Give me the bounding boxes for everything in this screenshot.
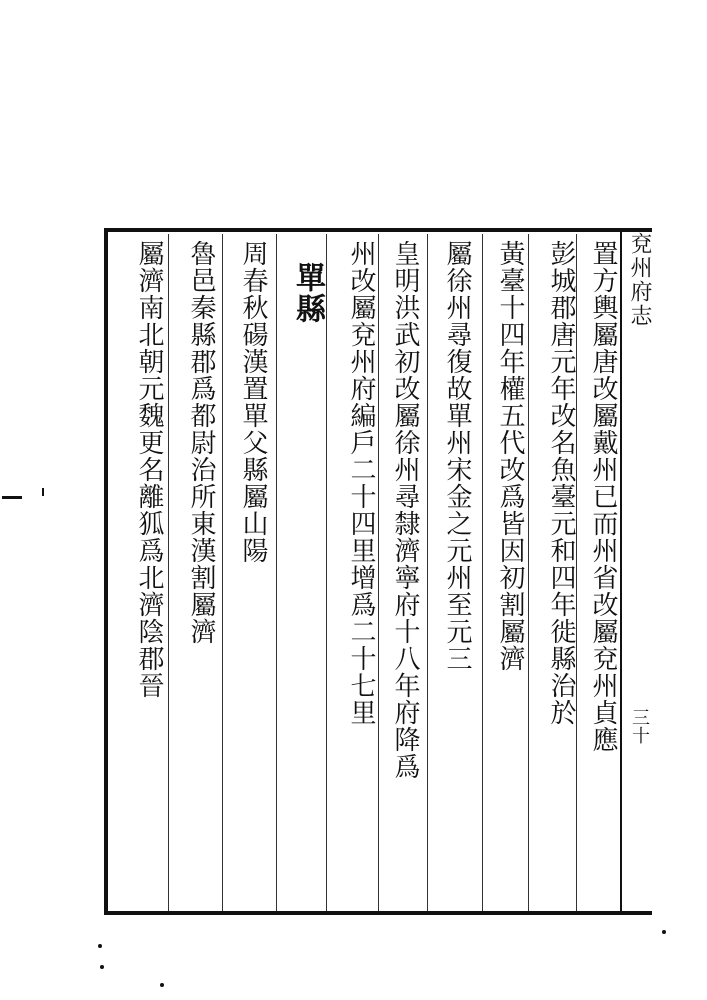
- column-rule: [222, 234, 223, 911]
- text-column: 魯邑秦縣郡爲都尉治所東漢割屬濟: [186, 240, 216, 645]
- speck: [98, 944, 102, 948]
- text-column: 周春秋碭漢置單父縣屬山陽: [238, 240, 268, 564]
- speck: [160, 983, 164, 987]
- text-column: 屬濟南北朝元魏更名離狐爲北濟陰郡晉: [134, 240, 164, 699]
- text-column: 置方輿屬唐改屬戴州已而州省改屬兗州貞應: [588, 240, 618, 753]
- speck: [662, 930, 666, 934]
- text-column: 州改屬兗州府編戶二十四里增爲二十七里: [346, 240, 376, 726]
- margin-mark: [42, 488, 44, 496]
- folio-number: 三十: [629, 708, 650, 744]
- text-column: 屬徐州尋復故單州宋金之元州至元三: [442, 240, 472, 672]
- header-strip: [620, 228, 652, 915]
- text-column: 彭城郡唐元年改名魚臺元和四年徙縣治於: [546, 240, 576, 726]
- section-heading: 單縣: [290, 262, 325, 324]
- column-rule: [482, 234, 483, 911]
- speck: [100, 965, 104, 969]
- column-rule: [427, 234, 428, 911]
- margin-mark: [2, 496, 22, 499]
- text-column: 皇明洪武初改屬徐州尋隸濟寧府十八年府降爲: [390, 240, 420, 780]
- running-title: 兗州府志: [627, 232, 652, 328]
- column-rule: [276, 234, 277, 911]
- text-column: 黃臺十四年權五代改爲皆因初割屬濟: [495, 240, 525, 672]
